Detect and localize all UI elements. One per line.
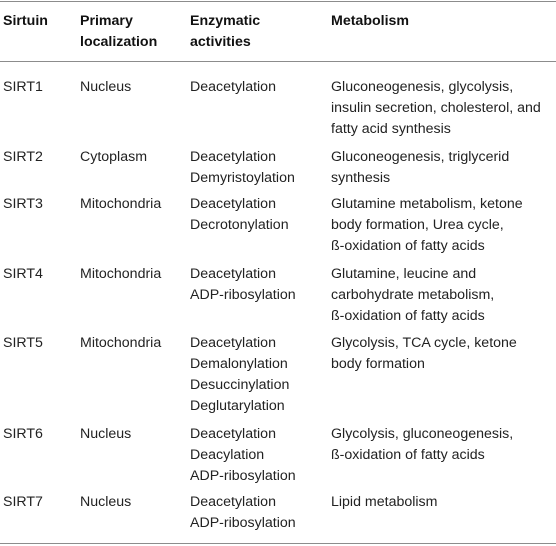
- activity: Deacylation: [190, 447, 265, 463]
- bottom-rule: [0, 543, 556, 544]
- activity: Demyristoylation: [190, 170, 295, 186]
- localization: Nucleus: [80, 426, 132, 442]
- header-metabolism: Metabolism: [331, 13, 410, 29]
- header-rule: [0, 61, 556, 62]
- localization: Mitochondria: [80, 335, 162, 351]
- metabolism-line: synthesis: [331, 170, 391, 186]
- metabolism-line: carbohydrate metabolism,: [331, 287, 495, 303]
- header-localization-line2: localization: [80, 34, 158, 50]
- activity: Deacetylation: [190, 196, 276, 212]
- activity: Deacetylation: [190, 266, 276, 282]
- sirtuin-name: SIRT6: [3, 426, 43, 442]
- activity: Deacetylation: [190, 79, 276, 95]
- header-localization-line1: Primary: [80, 13, 133, 29]
- sirtuin-name: SIRT1: [3, 79, 43, 95]
- localization: Nucleus: [80, 494, 132, 510]
- metabolism-line: Glutamine metabolism, ketone: [331, 196, 523, 212]
- metabolism-line: Glycolysis, TCA cycle, ketone: [331, 335, 517, 351]
- header-activities-line1: Enzymatic: [190, 13, 261, 29]
- sirtuin-name: SIRT4: [3, 266, 43, 282]
- localization: Mitochondria: [80, 196, 162, 212]
- metabolism-line: ß-oxidation of fatty acids: [331, 447, 485, 463]
- metabolism-line: Gluconeogenesis, triglycerid: [331, 149, 510, 165]
- metabolism-line: body formation: [331, 356, 425, 372]
- metabolism-line: Gluconeogenesis, glycolysis,: [331, 79, 514, 95]
- top-rule: [0, 1, 556, 2]
- sirtuin-name: SIRT2: [3, 149, 43, 165]
- sirtuin-name: SIRT3: [3, 196, 43, 212]
- header-activities-line2: activities: [190, 34, 251, 50]
- header-sirtuin: Sirtuin: [3, 13, 48, 29]
- metabolism-line: ß-oxidation of fatty acids: [331, 238, 485, 254]
- activity: Deacetylation: [190, 494, 276, 510]
- activity: Desuccinylation: [190, 377, 290, 393]
- activity: Deacetylation: [190, 426, 276, 442]
- metabolism-line: Glycolysis, gluconeogenesis,: [331, 426, 514, 442]
- sirtuin-name: SIRT7: [3, 494, 43, 510]
- metabolism-line: ß-oxidation of fatty acids: [331, 308, 485, 324]
- localization: Cytoplasm: [80, 149, 148, 165]
- metabolism-line: insulin secretion, cholesterol, and: [331, 100, 541, 116]
- sirtuin-name: SIRT5: [3, 335, 43, 351]
- activity: Deacetylation: [190, 149, 276, 165]
- metabolism-line: fatty acid synthesis: [331, 121, 451, 137]
- activity: Decrotonylation: [190, 217, 289, 233]
- activity: ADP-ribosylation: [190, 468, 296, 484]
- localization: Nucleus: [80, 79, 132, 95]
- activity: ADP-ribosylation: [190, 515, 296, 531]
- activity: Deglutarylation: [190, 398, 285, 414]
- localization: Mitochondria: [80, 266, 162, 282]
- metabolism-line: Lipid metabolism: [331, 494, 438, 510]
- activity: Demalonylation: [190, 356, 288, 372]
- activity: ADP-ribosylation: [190, 287, 296, 303]
- metabolism-line: Glutamine, leucine and: [331, 266, 477, 282]
- activity: Deacetylation: [190, 335, 276, 351]
- metabolism-line: body formation, Urea cycle,: [331, 217, 504, 233]
